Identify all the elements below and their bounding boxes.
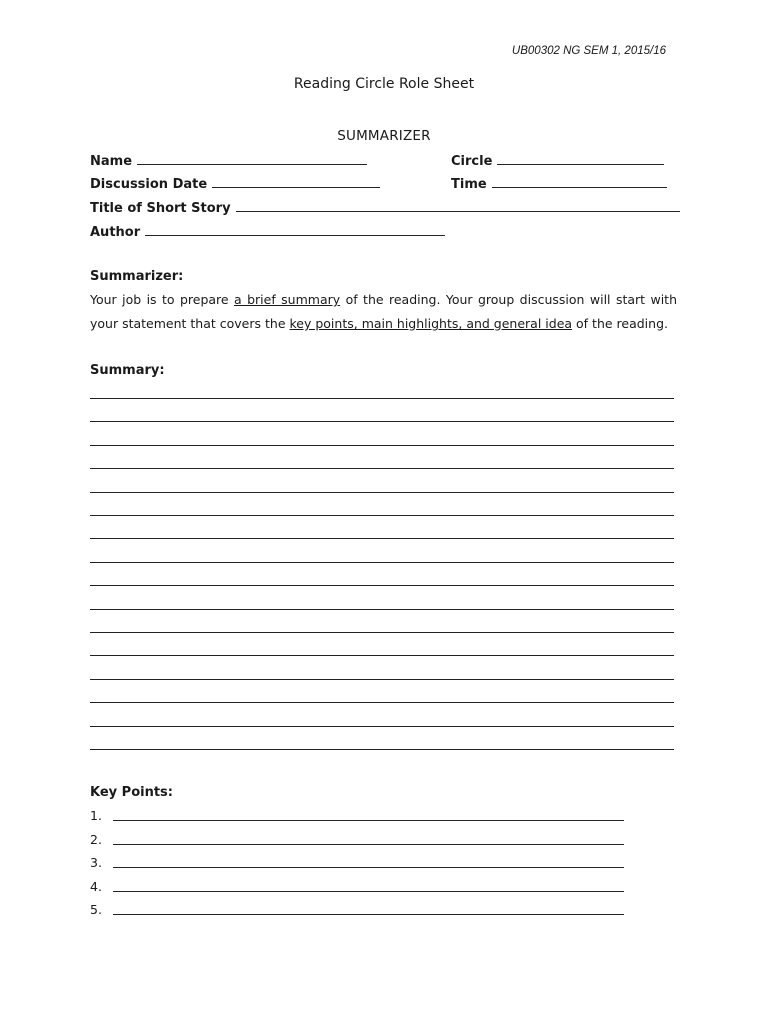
name-label: Name (90, 154, 133, 169)
key-point-item (90, 879, 114, 894)
key-point-line[interactable] (113, 891, 624, 892)
instructions-emphasis-1: a brief summary (234, 292, 341, 307)
summary-line[interactable] (90, 468, 674, 469)
key-point-item (90, 832, 114, 847)
summary-line[interactable] (90, 562, 674, 563)
summary-line[interactable] (90, 609, 674, 610)
instructions-emphasis-2: key points, main highlights, and general idea (289, 316, 573, 331)
summary-heading: Summary: (90, 363, 165, 378)
key-point-item (90, 855, 114, 870)
summary-line[interactable] (90, 515, 674, 516)
key-point-line[interactable] (113, 820, 624, 821)
key-point-item (90, 902, 114, 917)
discussion-date-label: Discussion Date (90, 177, 208, 192)
summary-line[interactable] (90, 421, 674, 422)
summary-line[interactable] (90, 655, 674, 656)
instructions-text-1: Your job is to prepare (90, 292, 235, 307)
circle-label: Circle (451, 154, 493, 169)
summary-line[interactable] (90, 679, 674, 680)
document-title: Reading Circle Role Sheet (293, 76, 475, 92)
summary-line[interactable] (90, 398, 674, 399)
summary-line[interactable] (90, 702, 674, 703)
summarizer-heading: Summarizer: (90, 269, 184, 284)
author-field[interactable] (90, 223, 445, 240)
summary-line[interactable] (90, 585, 674, 586)
instructions-text-3: of the reading. (572, 316, 668, 331)
summary-line[interactable] (90, 632, 674, 633)
circle-field[interactable] (451, 152, 664, 169)
course-code: UB00302 NG SEM 1, 2015/16 (511, 45, 666, 57)
summary-line[interactable] (90, 538, 674, 539)
key-points-heading: Key Points: (90, 785, 173, 800)
key-point-line[interactable] (113, 867, 624, 868)
summarizer-instructions (90, 288, 677, 336)
time-field[interactable] (451, 175, 667, 192)
story-title-blank[interactable] (236, 199, 680, 212)
author-label: Author (90, 225, 141, 240)
summary-line[interactable] (90, 445, 674, 446)
key-point-number: 4. (90, 878, 102, 894)
time-label: Time (451, 177, 487, 192)
summary-line[interactable] (90, 726, 674, 727)
key-point-number: 1. (90, 808, 102, 823)
circle-blank[interactable] (497, 152, 664, 165)
story-title-field[interactable] (90, 199, 680, 216)
key-point-number: 2. (90, 831, 102, 847)
key-point-number: 3. (90, 855, 102, 870)
name-blank[interactable] (137, 152, 367, 165)
instructions-text-2: of the reading. Your group discussion will start with your statement that covers the (90, 292, 678, 331)
key-point-item (90, 808, 114, 823)
key-point-line[interactable] (113, 844, 624, 845)
key-point-line[interactable] (113, 914, 624, 915)
name-field[interactable] (90, 152, 367, 169)
summary-line[interactable] (90, 749, 674, 750)
discussion-date-field[interactable] (90, 175, 380, 192)
key-point-number: 5. (90, 902, 102, 917)
discussion-date-blank[interactable] (212, 175, 380, 188)
author-blank[interactable] (145, 223, 445, 236)
story-title-label: Title of Short Story (90, 201, 231, 216)
role-title: SUMMARIZER (337, 128, 431, 144)
time-blank[interactable] (492, 175, 667, 188)
summary-line[interactable] (90, 492, 674, 493)
